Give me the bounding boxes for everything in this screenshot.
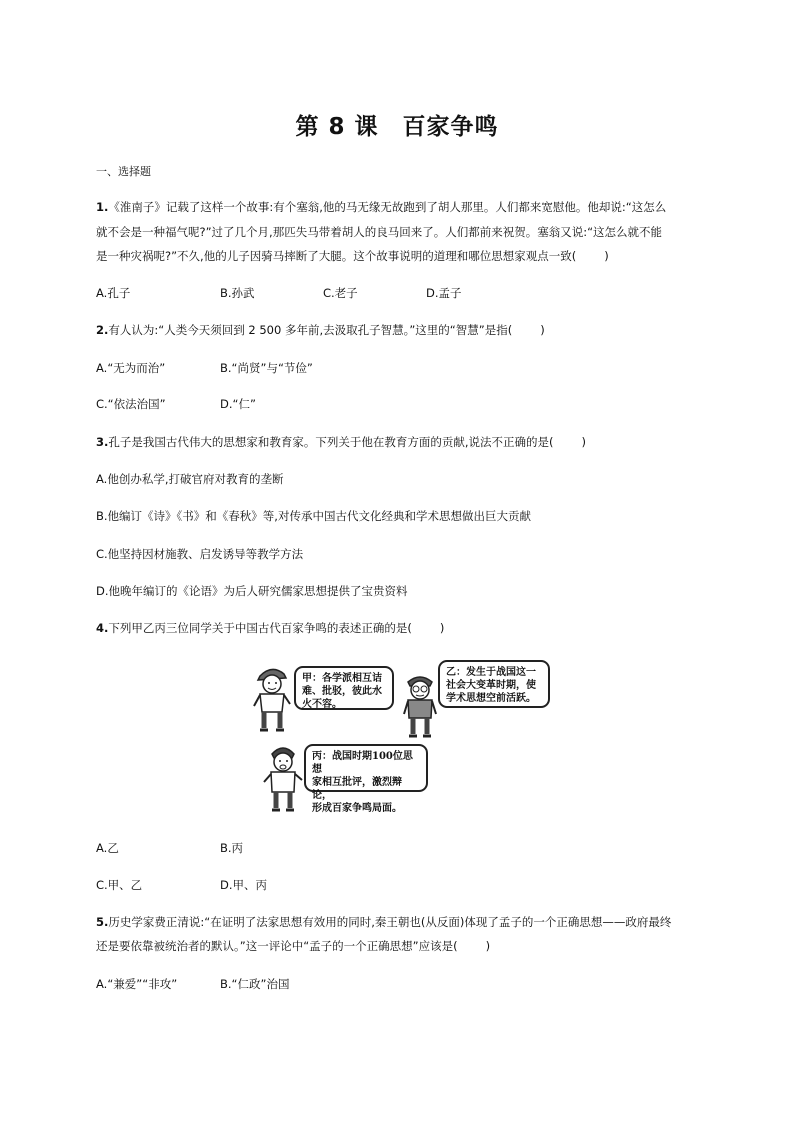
speech-bubble-jia — [294, 666, 394, 710]
question-text: 还是要依靠被统治者的默认。”这一评论中“孟子的一个正确思想”应该是( — [96, 939, 458, 953]
option-c[interactable]: C.老子 — [323, 286, 358, 300]
question-text: 下列甲乙丙三位同学关于中国古代百家争鸣的表述正确的是( — [108, 621, 412, 635]
option-d[interactable]: D.他晚年编订的《论语》为后人研究儒家思想提供了宝贵资料 — [96, 584, 408, 598]
speech-bubble-yi — [438, 660, 550, 708]
answer-paren: ) — [485, 939, 491, 953]
question-number: 4. — [96, 621, 109, 635]
student-yi-illustration — [400, 668, 440, 740]
answer-paren: ) — [604, 249, 609, 263]
option-b[interactable]: B.“仁政”治国 — [220, 977, 290, 991]
option-b[interactable]: B.他编订《诗》《书》和《春秋》等,对传承中国古代文化经典和学术思想做出巨大贡献 — [96, 509, 531, 523]
question-number: 2. — [96, 323, 109, 337]
page-title: 第 8 课 百家争鸣 — [295, 114, 499, 140]
answer-paren: ) — [439, 621, 445, 635]
question-1-line-3 — [96, 248, 609, 264]
option-b[interactable]: B.“尚贤”与“节俭” — [220, 361, 313, 375]
question-number: 3. — [96, 435, 109, 449]
question-number: 5. — [96, 915, 109, 929]
option-b[interactable]: B.孙武 — [220, 286, 255, 300]
option-c[interactable]: C.“依法治国” — [96, 397, 166, 411]
bubble-text-line: 形成百家争鸣局面。 — [312, 803, 402, 814]
option-d[interactable]: D.“仁” — [220, 397, 256, 411]
section-label: 一、选择题 — [96, 165, 151, 178]
bubble-text-line: 甲：各学派相互诘 — [302, 673, 382, 684]
bubble-text-line: 丙：战国时期100位思想 — [312, 751, 413, 775]
option-a[interactable]: A.乙 — [96, 841, 119, 855]
bubble-text-line: 家相互批评，激烈辩论， — [312, 777, 402, 801]
speech-bubble-bing — [304, 744, 428, 814]
bubble-text-line: 社会大变革时期，使 — [446, 680, 536, 691]
option-a[interactable]: A.孔子 — [96, 286, 131, 300]
question-3-stem — [96, 434, 586, 450]
question-text: 历史学家费正清说:“在证明了法家思想有效用的同时,秦王朝也(从反面)体现了孟子的一个正确思想——政府最终 — [108, 915, 672, 929]
bubble-text-line: 乙：发生于战国这一 — [446, 667, 536, 678]
student-jia-illustration — [250, 662, 294, 734]
option-c[interactable]: C.他坚持因材施教、启发诱导等教学方法 — [96, 547, 304, 561]
option-a[interactable]: A.他创办私学,打破官府对教育的垄断 — [96, 472, 284, 486]
bubble-text-line: 火不容。 — [302, 699, 342, 710]
question-5-line-1 — [96, 914, 671, 930]
question-text: 孔子是我国古代伟大的思想家和教育家。下列关于他在教育方面的贡献,说法不正确的是( — [108, 435, 554, 449]
option-d[interactable]: D.孟子 — [426, 286, 462, 300]
question-number: 1. — [96, 200, 109, 214]
option-a[interactable]: A.“兼爱”“非攻” — [96, 977, 178, 991]
bubble-text-line: 学术思想空前活跃。 — [446, 693, 536, 704]
question-1-line-1 — [96, 199, 666, 215]
student-bing-illustration — [262, 740, 304, 814]
question-text: 有人认为:“人类今天须回到 2 500 多年前,去汲取孔子智慧。”这里的“智慧”是指( — [108, 323, 513, 337]
option-a[interactable]: A.“无为而治” — [96, 361, 166, 375]
answer-paren: ) — [581, 435, 587, 449]
bubble-text-line: 难、批驳，彼此水 — [302, 686, 382, 697]
question-1-line-2: 就不会是一种福气呢?”过了几个月,那匹失马带着胡人的良马回来了。人们都前来祝贺。塞翁又说:“这怎么就不能 — [96, 225, 663, 239]
question-text: 《淮南子》记载了这样一个故事:有个塞翁,他的马无缘无故跑到了胡人那里。人们都来宽慰他。他却说:“这怎么 — [108, 200, 667, 214]
answer-paren: ) — [540, 323, 545, 337]
question-5-line-2 — [96, 938, 490, 954]
option-b[interactable]: B.丙 — [220, 841, 244, 855]
option-c[interactable]: C.甲、乙 — [96, 878, 143, 892]
question-text: 是一种灾祸呢?”不久,他的儿子因骑马摔断了大腿。这个故事说明的道理和哪位思想家观点一致( — [96, 249, 577, 263]
cartoon-figure — [248, 656, 558, 816]
question-2-stem — [96, 322, 545, 338]
option-d[interactable]: D.甲、丙 — [220, 878, 268, 892]
question-4-stem — [96, 620, 444, 636]
